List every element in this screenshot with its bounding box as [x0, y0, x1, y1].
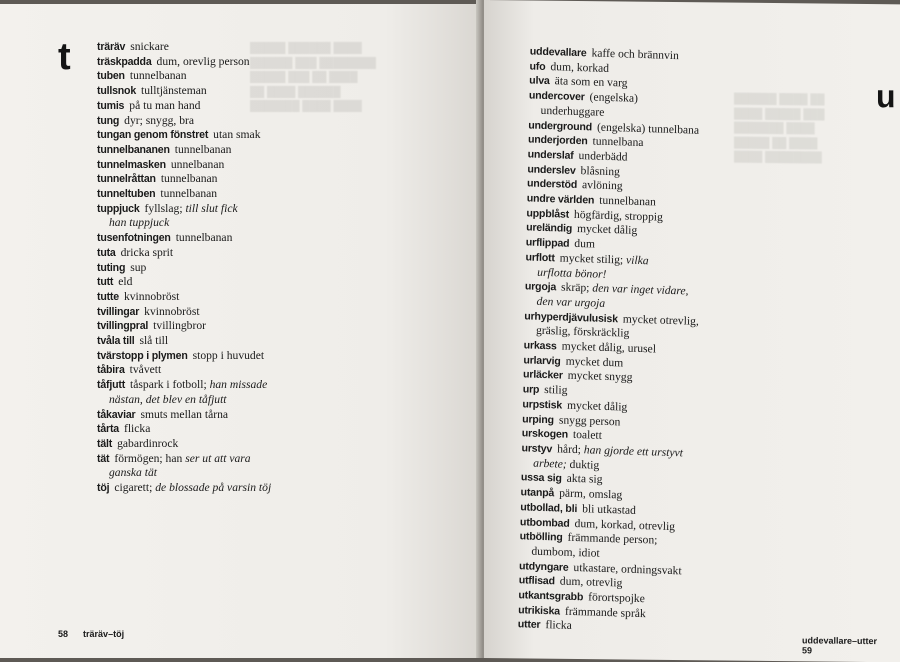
dictionary-entry	[97, 69, 397, 84]
entry-definition: på tu man hand	[129, 98, 201, 112]
entry-definition: eld	[118, 275, 133, 289]
dictionary-entry	[97, 84, 397, 99]
entry-definition: (engelska) tunnelbana	[596, 120, 700, 137]
entry-headword: urping	[522, 412, 555, 426]
entry-definition: dum, korkad, otrevlig	[574, 516, 676, 533]
entry-definition: snygg person	[558, 413, 621, 428]
entry-headword: uppblåst	[526, 207, 570, 221]
entry-headword: utter	[517, 618, 541, 632]
entry-definition: sup	[130, 260, 147, 274]
entry-definition: dyr; snygg, bra	[124, 113, 195, 127]
dictionary-entry	[97, 202, 397, 231]
entry-example: han gjorde ett urstyvt	[583, 443, 684, 460]
entry-definition: tunnelbanan	[174, 142, 232, 156]
entry-headword: undercover	[528, 89, 585, 104]
dictionary-entry	[97, 114, 397, 129]
entry-headword: tusenfotningen	[97, 232, 171, 245]
entry-headword: utanpå	[520, 486, 555, 500]
dictionary-entry	[97, 275, 397, 290]
entry-definition: tunnelbanan	[160, 172, 218, 186]
entry-definition: mycket dålig	[566, 398, 628, 414]
dictionary-entry	[97, 437, 397, 452]
entry-headword: träskpadda	[97, 55, 152, 68]
entry-headword: tutt	[97, 276, 114, 289]
entry-definition: äta som en varg	[554, 74, 628, 90]
dictionary-entry	[97, 408, 397, 423]
dictionary-entry	[97, 128, 397, 143]
entry-definition: snickare	[130, 40, 169, 53]
dictionary-entry	[97, 158, 397, 173]
entry-headword: utkantsgrabb	[518, 589, 584, 604]
entry-continuation: gräslig, förskräcklig	[535, 324, 630, 341]
entry-definition: tunnelbanan	[129, 69, 187, 83]
entry-headword: urstyv	[521, 442, 553, 456]
entry-headword: utflisad	[518, 574, 555, 588]
entry-headword: tält	[97, 437, 113, 450]
entry-continuation: nästan, det blev en tåfjutt	[109, 392, 227, 406]
entry-definition: dricka sprit	[120, 245, 174, 259]
entry-list	[97, 40, 397, 496]
entry-headword: urgoja	[524, 280, 557, 294]
show-through-text: ██████ ████ ██ ████ █████ ███ ███████ ████ █████ ██ ████ ████ ████████	[734, 93, 825, 164]
entry-definition: tvillingbror	[153, 319, 206, 333]
entry-definition: (engelska)	[589, 90, 639, 105]
entry-headword: tåfjutt	[97, 379, 126, 392]
entry-definition: dum, korkad	[550, 59, 610, 75]
show-through-text: █████ ██████ ████ ██████ ███ ████████ █████ ███ ██ ████ ██ ████ ██████ ███████ ████ ████	[250, 43, 377, 113]
entry-headword: utbollad, bli	[520, 501, 578, 515]
entry-headword: urkass	[523, 339, 557, 353]
entry-definition: gabardinrock	[117, 436, 179, 450]
page-number: 59	[802, 645, 813, 656]
entry-example: vilka	[625, 253, 649, 268]
entry-definition: utkastare, ordningsvakt	[573, 560, 682, 577]
entry-headword: ussa sig	[520, 471, 562, 485]
entry-definition: förmögen; han	[114, 451, 183, 465]
entry-definition: avlöning	[581, 178, 623, 193]
page-number: 58	[58, 629, 69, 639]
entry-example: ser ut att vara	[185, 451, 251, 465]
entry-headword: tuting	[97, 261, 126, 274]
entry-headword: urpstisk	[522, 398, 563, 412]
entry-definition: tunnelbanan	[599, 193, 657, 209]
entry-headword: tuppjuck	[97, 202, 140, 215]
entry-headword: ufo	[529, 60, 546, 73]
right-page	[484, 0, 900, 662]
entry-headword: träräv	[97, 41, 126, 53]
entry-headword: underslev	[527, 163, 576, 177]
entry-definition: cigarett;	[114, 481, 153, 495]
dictionary-entry	[97, 261, 397, 276]
entry-headword: tullsnok	[97, 85, 137, 98]
entry-definition: mycket otrevlig,	[622, 312, 699, 328]
entry-headword: urhyperdjävulusisk	[524, 310, 618, 325]
entry-definition: hård;	[557, 442, 582, 457]
entry-definition: fyllslag;	[144, 201, 183, 215]
entry-example: till slut fick	[185, 201, 238, 215]
dictionary-entry	[97, 99, 397, 114]
entry-definition: toalett	[572, 428, 603, 443]
entry-headword: utbölling	[519, 530, 563, 544]
dictionary-entry	[97, 187, 397, 202]
entry-headword: tunnelbananen	[97, 143, 170, 156]
entry-headword: utbombad	[519, 515, 570, 530]
entry-definition: smuts mellan tårna	[140, 407, 229, 421]
entry-definition: unnelbanan	[170, 157, 225, 171]
entry-continuation: underhuggare	[540, 103, 605, 119]
entry-definition: underbädd	[578, 148, 628, 164]
entry-headword: tunnelråttan	[97, 173, 156, 186]
entry-definition: tunnelbanan	[175, 231, 233, 245]
entry-definition: kvinnobröst	[144, 304, 200, 318]
entry-continuation: ganska tät	[109, 466, 157, 480]
entry-definition: tåspark i fotboll;	[130, 378, 207, 392]
entry-headword: ureländig	[526, 221, 573, 236]
section-letter: t	[58, 36, 71, 78]
entry-continuation: han tuppjuck	[109, 216, 170, 230]
entry-definition: skräp;	[560, 280, 590, 295]
entry-headword: underjorden	[527, 133, 588, 148]
entry-definition: mycket snygg	[567, 369, 633, 385]
entry-continuation-tail: duktig	[569, 457, 600, 472]
entry-headword: tvåla till	[97, 335, 135, 348]
entry-continuation-line	[97, 393, 397, 408]
entry-definition: akta sig	[566, 472, 603, 487]
entry-continuation: arbete;	[533, 456, 567, 471]
entry-headword: tvillingpral	[97, 320, 149, 333]
entry-definition: förortspojke	[588, 590, 645, 606]
entry-headword: underground	[528, 118, 593, 133]
entry-definition: bli utkastad	[582, 502, 637, 517]
entry-headword: tvillingar	[97, 305, 140, 318]
left-page	[0, 4, 482, 658]
entry-headword: uddevallare	[529, 45, 587, 60]
entry-headword: tuben	[97, 70, 125, 83]
page-footer	[58, 629, 124, 639]
dictionary-entry	[97, 231, 397, 246]
entry-definition: tunnelbana	[592, 134, 644, 150]
entry-headword: tung	[97, 114, 120, 127]
entry-definition: mycket stilig;	[559, 251, 624, 267]
entry-headword: underslaf	[527, 148, 574, 162]
entry-definition: tvåvett	[129, 363, 162, 377]
dictionary-entry	[97, 349, 397, 364]
dictionary-entry	[97, 290, 397, 305]
entry-list	[518, 44, 830, 641]
dictionary-entry	[97, 40, 397, 55]
entry-continuation: den var urgoja	[536, 294, 606, 310]
section-letter: u	[876, 78, 896, 115]
dictionary-entry	[97, 452, 397, 481]
entry-definition: flicka	[123, 422, 151, 436]
entry-continuation-line	[97, 466, 397, 481]
entry-headword: tät	[97, 452, 110, 465]
dictionary-entry	[97, 422, 397, 437]
entry-headword: tumis	[97, 99, 125, 112]
entry-definition: flicka	[545, 618, 572, 633]
entry-headword: tunneltuben	[97, 188, 156, 201]
entry-continuation-line	[97, 216, 397, 231]
entry-definition: utan smak	[213, 128, 261, 142]
entry-headword: urläcker	[522, 368, 563, 383]
dictionary-entry	[97, 305, 397, 320]
entry-definition: dum	[574, 237, 596, 251]
dictionary-entry	[97, 172, 397, 187]
entry-headword: töj	[97, 482, 110, 495]
entry-headword: undre världen	[526, 192, 595, 207]
dictionary-entry	[97, 378, 397, 407]
entry-definition: mycket dum	[565, 354, 624, 370]
dictionary-entry	[97, 143, 397, 158]
dictionary-entry	[97, 319, 397, 334]
entry-example: han missade	[209, 378, 268, 392]
entry-definition: kvinnobröst	[123, 289, 180, 303]
entry-definition: högfärdig, stroppig	[573, 207, 664, 224]
entry-definition: dum, orevlig person	[156, 54, 250, 68]
entry-definition: tulltjänsteman	[141, 84, 207, 98]
entry-headword: urflippad	[525, 236, 570, 250]
entry-headword: tåkaviar	[97, 408, 136, 421]
entry-definition: blåsning	[580, 163, 621, 178]
entry-definition: stopp i huvudet	[192, 348, 265, 362]
entry-definition: främmande språk	[564, 604, 646, 620]
entry-headword: urlarvig	[523, 354, 561, 368]
entry-definition: främmande person;	[567, 530, 658, 547]
entry-headword: urskogen	[521, 427, 569, 442]
entry-continuation: urflotta bönor!	[537, 265, 607, 281]
entry-definition: tunnelbanan	[160, 187, 218, 201]
entry-headword: tunnelmasken	[97, 158, 166, 171]
entry-definition: kaffe och brännvin	[591, 46, 680, 63]
entry-example: den var inget vidare,	[592, 281, 689, 298]
dictionary-entry	[97, 246, 397, 261]
entry-headword: tuta	[97, 246, 116, 259]
entry-definition: slå till	[139, 334, 169, 348]
dictionary-entry	[97, 334, 397, 349]
entry-continuation: dumbom, idiot	[531, 544, 600, 560]
page-range: uddevallare–utter	[802, 635, 878, 647]
page-range: träräv–töj	[83, 629, 125, 639]
entry-definition: mycket dålig	[576, 222, 638, 238]
entry-headword: tvärstopp i plymen	[97, 349, 188, 362]
entry-definition: pärm, omslag	[559, 486, 623, 502]
entry-definition: dum, otrevlig	[559, 574, 623, 590]
entry-example: de blossade på varsin töj	[155, 481, 272, 495]
entry-headword: urp	[522, 383, 540, 397]
entry-headword: ulva	[529, 74, 550, 88]
entry-definition: mycket dålig, urusel	[561, 339, 657, 356]
entry-headword: urflott	[525, 251, 555, 265]
entry-headword: tungan genom fönstret	[97, 129, 209, 142]
entry-headword: tåbira	[97, 364, 125, 377]
entry-definition: stilig	[544, 383, 568, 397]
page-footer	[802, 635, 900, 656]
entry-headword: utrikiska	[518, 603, 561, 618]
entry-headword: tutte	[97, 290, 119, 303]
dictionary-entry	[97, 55, 397, 70]
dictionary-entry	[97, 481, 397, 496]
entry-headword: tårta	[97, 423, 119, 436]
entry-headword: utdyngare	[518, 559, 569, 574]
dictionary-entry	[97, 363, 397, 378]
entry-headword: understöd	[526, 177, 578, 192]
